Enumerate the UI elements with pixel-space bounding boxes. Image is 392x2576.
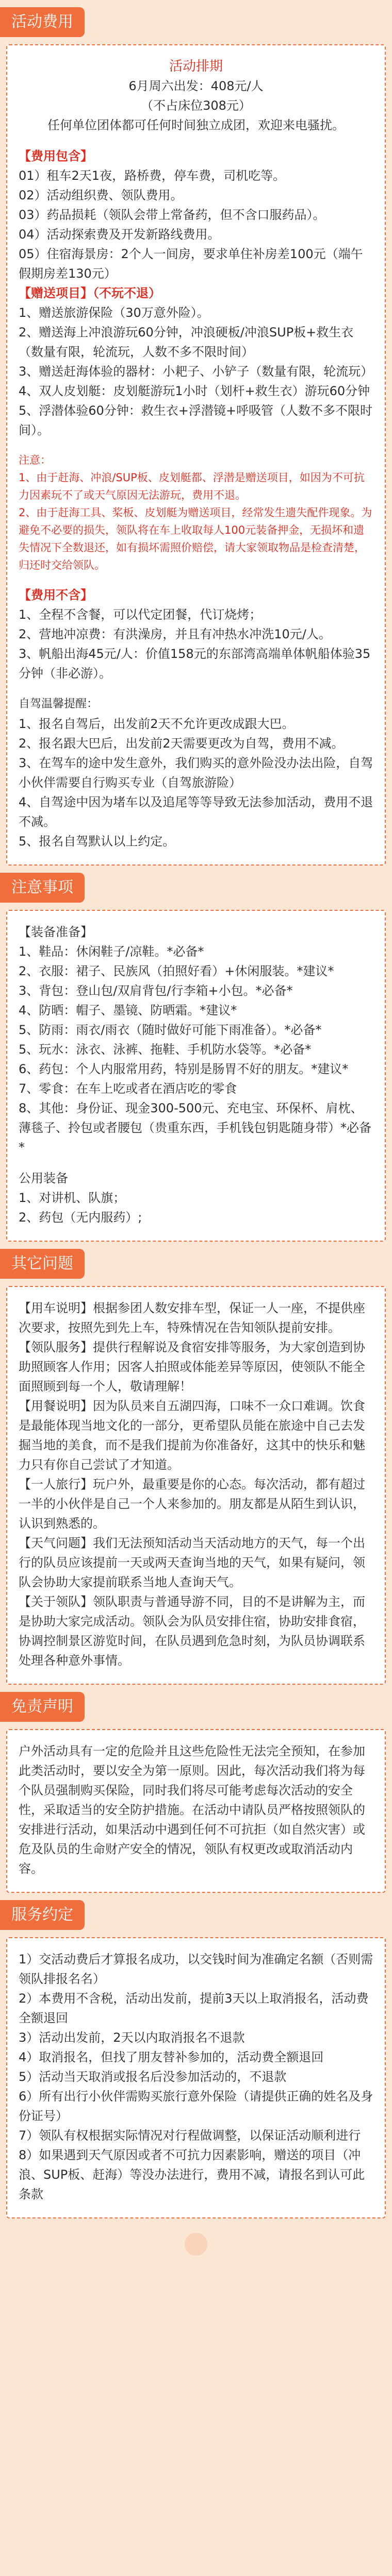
other-item: 【用车说明】根据参团人数安排车型，保证一人一座，不提供座次要求，按照先到先上车，特殊情况在告知领队提前安排。 xyxy=(19,1301,365,1335)
equip-item: 5、防雨：雨衣/雨衣（随时做好可能下雨准备）。*必备* xyxy=(19,1023,322,1037)
other-panel xyxy=(6,1286,386,1685)
schedule-text: 6月周六出发：408元/人 xyxy=(128,79,264,93)
other-item: 【领队服务】提供行程解说及食宿安排等服务，为大家创造到协助照顾客人作用；因客人拍照或体能差异等原因，使领队不能全面照顾到每一个人，敬请理解！ xyxy=(19,1340,365,1394)
gift-item: 2、赠送海上冲浪游玩60分钟，冲浪硬板/冲浪SUP板+救生衣（数量有限，轮流玩，人数不多不限时间） xyxy=(19,325,354,359)
notice-title: 注意： xyxy=(19,454,51,466)
equip-item: 7、零食：在车上吃或者在酒店吃的零食 xyxy=(19,1081,237,1096)
equip-item: 4、防晒：帽子、墨镜、防晒霜。*建议* xyxy=(19,1003,237,1018)
decor-dot-icon xyxy=(185,2233,207,2256)
equip-item: 6、药包：个人内服常用药，特别是肠胃不好的朋友。*建议* xyxy=(19,1062,349,1076)
included-item: 04）活动探索费及开发新路线费用。 xyxy=(19,227,220,242)
notice-item: 2、由于赶海工具、桨板、皮划艇为赠送项目，经常发生遗失配件现象。为避免不必要的损失，领队将在车上收取每人100元装备押金，无损坏和遗失情况下全数退还，如有损坏需照价赔偿，请大家领取物品是检查清楚，归还时交给领队。 xyxy=(19,506,372,571)
excluded-item: 3、帆船出海45元/人：价值158元的东部湾高端单体帆船体验35分钟（非必游）。 xyxy=(19,647,371,681)
selfdrive-item: 4、自驾途中因为堵车以及追尾等等导致无法参加活动，费用不退不减。 xyxy=(19,795,373,829)
excluded-title: 【费用不含】 xyxy=(19,588,93,602)
other-item: 【一人旅行】玩户外，最重要是你的心态。每次活动，都有超过一半的小伙伴是自己一个人来参加的。朋友都是从陌生到认识，认识到熟悉的。 xyxy=(19,1477,365,1531)
no-bed-note: （不占床位308元） xyxy=(141,98,251,113)
tab-other: 其它问题 xyxy=(0,1249,85,1279)
terms-item: 8）如果遇到天气原因或者不可抗力因素影响，赠送的项目（冲浪、SUP板、赶海）等没办法进行，费用不减，请报名到认可此条款 xyxy=(19,2148,365,2201)
terms-panel xyxy=(6,1937,386,2218)
included-title: 【费用包含】 xyxy=(19,149,93,163)
disclaimer-text: 户外活动具有一定的危险并且这些危险性无法完全预知，在参加此类活动时，要以安全为第一原则。因此，每次活动我们将为每个队员强制购买保险，同时我们将尽可能考虑每次活动的安全性，采取适当的安全防护措施。在活动中请队员严格按照领队的安排进行活动，如果活动中遇到任何不可抗拒（如自然灾害）或危及队员的生命财产安全的情况，领队有权更改或取消活动内容。 xyxy=(19,1744,365,1876)
gifts-title: 【赠送项目】（不玩不退） xyxy=(19,286,161,300)
terms-item: 1）交活动费后才算报名成功，以交钱时间为准确定名额（否则需领队排报名名） xyxy=(19,1952,373,1986)
equip-title: 【装备准备】 xyxy=(19,925,93,939)
terms-item: 5）活动当天取消或报名后没参加活动的，不退款 xyxy=(19,2070,287,2084)
selfdrive-title: 自驾温馨提醒： xyxy=(19,698,99,710)
selfdrive-item: 1、报名自驾后，出发前2天不允许更改成跟大巴。 xyxy=(19,717,295,731)
tab-disclaimer: 免责声明 xyxy=(0,1692,85,1722)
tab-fees: 活动费用 xyxy=(0,7,85,37)
notice-item: 1、由于赶海、冲浪/SUP板、皮划艇都、浮潜是赠送项目，如因为不可抗力因素玩不了或天气原因无法游玩，费用不退。 xyxy=(19,471,365,501)
equip-item: 5、玩水：泳衣、泳裤、拖鞋、手机防水袋等。*必备* xyxy=(19,1042,312,1057)
tab-notes: 注意事项 xyxy=(0,873,85,903)
tab-terms: 服务约定 xyxy=(0,1900,85,1930)
disclaimer-panel xyxy=(6,1729,386,1893)
arrangement-title: 活动排期 xyxy=(169,59,223,74)
gift-item: 4、双人皮划艇：皮划艇游玩1小时（划杆+救生衣）游玩60分钟 xyxy=(19,384,370,398)
gift-item: 3、赠送赶海体验的器材：小耙子、小铲子（数量有限，轮流玩） xyxy=(19,364,373,379)
included-item: 01）租车2天1夜，路桥费，停车费，司机吃等。 xyxy=(19,168,286,183)
public-equip-item: 2、药包（无内服药）; xyxy=(19,1210,142,1225)
included-item: 05）住宿海景房：2个人一间房，要求单住补房差100元（端午假期房差130元） xyxy=(19,247,363,281)
selfdrive-item: 3、在驾车的途中发生意外，我们购买的意外险没办法出险，自驾小伙伴需要自行购买专业（自驾旅游险） xyxy=(19,756,373,790)
equip-item: 1、鞋品：休闲鞋子/凉鞋。*必备* xyxy=(19,944,204,959)
selfdrive-item: 2、报名跟大巴后，出发前2天需要更改为自驾，费用不减。 xyxy=(19,736,344,751)
excluded-item: 1、全程不含餐，可以代定团餐，代订烧烤； xyxy=(19,607,262,622)
terms-item: 7）领队有权根据实际情况对行程做调整，以保证活动顺利进行 xyxy=(19,2128,361,2143)
other-item: 【天气问题】我们无法预知活动当天活动地方的天气，每一个出行的队员应该提前一天或两天查询当地的天气，如果有疑问，领队会协助大家提前联系当地人查询天气。 xyxy=(19,1536,365,1589)
equip-item: 3、背包：登山包/双肩背包/行李箱+小包。*必备* xyxy=(19,984,293,998)
included-item: 03）药品损耗（领队会带上常备药，但不含口服药品）。 xyxy=(19,208,325,222)
selfdrive-item: 5、报名自驾默认以上约定。 xyxy=(19,834,175,849)
gift-item: 1、赠送旅游保险（30万意外险）。 xyxy=(19,306,209,320)
included-item: 02）活动组织费、领队费用。 xyxy=(19,188,183,202)
public-equip-title: 公用装备 xyxy=(19,1171,68,1185)
bottom-decoration xyxy=(0,2233,392,2258)
gift-item: 5、浮潜体验60分钟：救生衣+浮潜镜+呼吸管（人数不多不限时间）。 xyxy=(19,403,373,437)
other-item: 【用餐说明】因为队员来自五湖四海，口味不一众口难调。饮食是最能体现当地文化的一部分，更希望队员能在旅途中自己去发掘当地的美食，而不是我们提前为你准备好，这其中的快乐和魅力只有你自己尝试了才知道。 xyxy=(19,1399,365,1472)
terms-item: 2）本费用不含税，活动出发前，提前3天以上取消报名，活动费全额退回 xyxy=(19,1991,369,2025)
fees-panel xyxy=(6,44,386,866)
terms-item: 6）所有出行小伙伴需购买旅行意外保险（请提供正确的姓名及身份证号） xyxy=(19,2089,373,2123)
terms-item: 4）取消报名，但找了朋友替补参加的，活动费全额退回 xyxy=(19,2050,324,2064)
equip-item: 8、其他：身份证、现金300-500元、充电宝、环保杯、肩枕、薄毯子、拎包或者腰包（贵重东西，手机钱包钥匙随身带）*必备* xyxy=(19,1101,371,1155)
notes-panel xyxy=(6,910,386,1242)
group-note: 任何单位团体都可任何时间独立成团，欢迎来电骚扰。 xyxy=(47,118,345,132)
public-equip-item: 1、对讲机、队旗； xyxy=(19,1191,126,1205)
terms-item: 3）活动出发前，2天以内取消报名不退款 xyxy=(19,2030,245,2045)
equip-item: 2、衣服：裙子、民族风（拍照好看）+休闲服装。*建议* xyxy=(19,964,334,978)
excluded-item: 2、营地冲凉费：有洪澡房，并且有冲热水冲洗10元/人。 xyxy=(19,627,331,641)
other-item: 【关于领队】领队职责与普通导游不同，目的不是讲解为主，而是协助大家完成活动。领队会为队员安排住宿，协助安排食宿，协调控制景区游览时间，在队员遇到危急时刻，为队员协调联系处理各种意外事情。 xyxy=(19,1595,365,1668)
